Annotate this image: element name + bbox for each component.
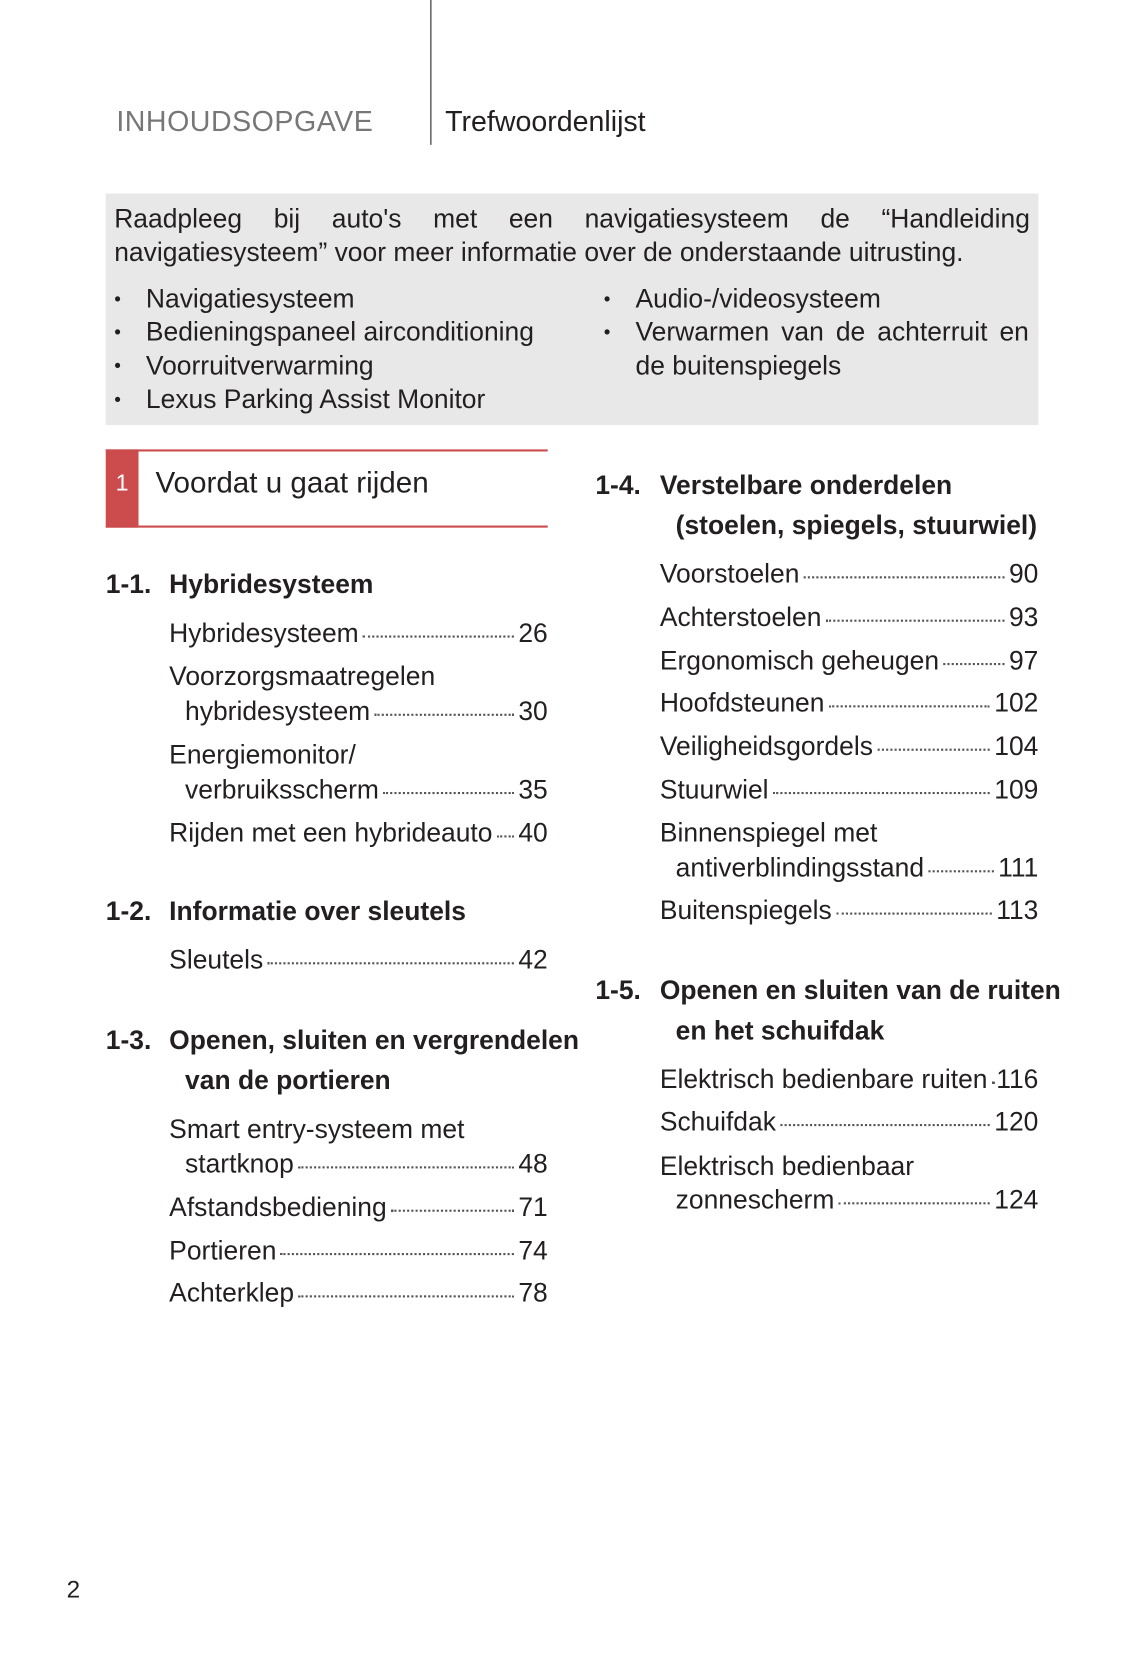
dot-leader bbox=[836, 913, 992, 915]
toc-entry-label[interactable]: Binnenspiegel met bbox=[659, 818, 878, 849]
toc-entry-label: Afstandsbediening bbox=[169, 1192, 387, 1223]
dot-leader bbox=[826, 620, 1005, 622]
note-bullet: • Verwarmen van de achterruit en de buitenspiegels bbox=[603, 317, 1029, 381]
dot-leader bbox=[383, 792, 514, 794]
toc-entry[interactable] bbox=[169, 619, 548, 650]
section-number: 1-4. bbox=[595, 470, 641, 501]
toc-entry-label: Rijden met een hybrideauto bbox=[169, 818, 493, 849]
toc-entry-page: 109 bbox=[994, 775, 1039, 805]
toc-entry-page: 30 bbox=[518, 696, 548, 727]
dot-leader bbox=[877, 749, 990, 751]
toc-entry-label[interactable]: Voorzorgsmaatregelen bbox=[169, 661, 436, 692]
section-number: 1-1. bbox=[105, 569, 152, 600]
chapter-title: Voordat u gaat rijden bbox=[155, 466, 429, 500]
toc-entry-label: Sleutels bbox=[169, 945, 264, 975]
toc-entry[interactable] bbox=[169, 1193, 548, 1224]
toc-entry-page: 102 bbox=[994, 688, 1039, 718]
toc-entry-label: Elektrisch bedienbare ruiten bbox=[659, 1064, 988, 1095]
section-title[interactable]: en het schuifdak bbox=[675, 1016, 885, 1046]
toc-entry[interactable] bbox=[660, 603, 1039, 634]
chapter-header bbox=[106, 449, 548, 527]
toc-entry-label: verbruiksscherm bbox=[185, 775, 379, 805]
toc-entry[interactable] bbox=[660, 1065, 1039, 1096]
toc-entry[interactable] bbox=[660, 896, 1039, 927]
note-text: Raadpleeg bij auto's met een navigatiesysteem de “Handleiding navigatiesysteem” voor meer informatie over de onderstaande uitrusting. bbox=[114, 204, 1030, 268]
dot-leader bbox=[267, 962, 514, 964]
toc-entry-label: Hoofdsteunen bbox=[659, 688, 825, 718]
tab-index[interactable]: Trefwoordenlijst bbox=[445, 105, 646, 138]
toc-entry-page: 113 bbox=[996, 895, 1039, 926]
section-title[interactable]: Openen en sluiten van de ruiten bbox=[659, 975, 1061, 1006]
toc-entry[interactable] bbox=[185, 775, 548, 806]
toc-entry-label: Achterstoelen bbox=[659, 602, 822, 633]
note-bullet: • Bedieningspaneel airconditioning bbox=[114, 317, 534, 347]
toc-entry-page: 40 bbox=[518, 818, 548, 849]
dot-leader bbox=[829, 705, 990, 707]
section-number: 1-3. bbox=[105, 1025, 152, 1056]
toc-entry-page: 90 bbox=[1008, 559, 1039, 589]
toc-entry-page: 35 bbox=[518, 775, 548, 805]
dot-leader bbox=[928, 870, 994, 872]
toc-entry-label: zonnescherm bbox=[675, 1185, 835, 1215]
toc-entry-label: Veiligheidsgordels bbox=[659, 731, 873, 762]
chapter-number: 1 bbox=[106, 449, 139, 527]
dot-leader bbox=[298, 1295, 514, 1297]
toc-entry[interactable] bbox=[660, 775, 1039, 806]
toc-entry-label: Portieren bbox=[169, 1236, 277, 1266]
toc-entry[interactable] bbox=[185, 1149, 548, 1180]
note-bullet: • Voorruitverwarming bbox=[114, 351, 374, 381]
section-title[interactable]: Hybridesysteem bbox=[169, 569, 374, 600]
toc-entry-label[interactable]: Smart entry-systeem met bbox=[169, 1114, 465, 1145]
toc-entry[interactable] bbox=[660, 688, 1039, 719]
header-divider bbox=[430, 0, 431, 145]
tab-contents[interactable]: INHOUDSOPGAVE bbox=[116, 105, 374, 138]
toc-entry[interactable] bbox=[660, 732, 1039, 763]
toc-entry[interactable] bbox=[169, 818, 548, 849]
section-number: 1-2. bbox=[105, 896, 152, 927]
toc-entry-label: Buitenspiegels bbox=[659, 895, 832, 926]
dot-leader bbox=[773, 792, 990, 794]
toc-entry[interactable] bbox=[169, 1278, 548, 1309]
toc-entry-page: 26 bbox=[518, 618, 548, 649]
toc-entry-page: 97 bbox=[1008, 646, 1039, 676]
dot-leader bbox=[943, 663, 1004, 665]
dot-leader bbox=[281, 1253, 514, 1255]
note-bullet: • Navigatiesysteem bbox=[114, 284, 355, 315]
dot-leader bbox=[298, 1166, 514, 1168]
toc-entry-label: Stuurwiel bbox=[659, 775, 769, 805]
note-bullet: • Lexus Parking Assist Monitor bbox=[114, 384, 486, 415]
toc-entry-page: 124 bbox=[994, 1185, 1039, 1215]
toc-entry-label: Schuifdak bbox=[659, 1107, 776, 1137]
dot-leader bbox=[363, 635, 514, 637]
toc-entry[interactable] bbox=[660, 1107, 1039, 1138]
navigation-note-box bbox=[106, 194, 1039, 426]
toc-entry[interactable] bbox=[169, 945, 548, 976]
toc-entry-page: 48 bbox=[518, 1149, 548, 1180]
dot-leader bbox=[839, 1202, 990, 1204]
toc-entry[interactable] bbox=[660, 559, 1039, 590]
section-title[interactable]: Informatie over sleutels bbox=[169, 896, 466, 927]
toc-entry[interactable] bbox=[185, 697, 548, 728]
section-number: 1-5. bbox=[595, 975, 641, 1006]
toc-entry-label: antiverblindingsstand bbox=[675, 853, 925, 883]
toc-entry-page: 93 bbox=[1008, 602, 1039, 633]
toc-entry-label[interactable]: Energiemonitor/ bbox=[169, 740, 356, 770]
toc-entry[interactable] bbox=[660, 646, 1039, 677]
dot-leader bbox=[391, 1210, 514, 1212]
toc-entry-label: hybridesysteem bbox=[185, 696, 371, 727]
toc-entry-page: 78 bbox=[518, 1278, 548, 1309]
toc-entry-page: 71 bbox=[518, 1192, 548, 1223]
dot-leader bbox=[374, 714, 514, 716]
note-bullet: • Audio-/videosysteem bbox=[603, 284, 881, 315]
toc-entry-page: 116 bbox=[996, 1064, 1039, 1095]
toc-entry-label: Achterklep bbox=[169, 1278, 295, 1309]
toc-entry-label[interactable]: Elektrisch bedienbaar bbox=[659, 1151, 915, 1182]
page-number: 2 bbox=[66, 1575, 81, 1604]
toc-entry-page: 111 bbox=[998, 853, 1039, 883]
toc-entry[interactable] bbox=[676, 853, 1039, 884]
toc-entry-page: 42 bbox=[518, 945, 548, 975]
toc-entry-page: 120 bbox=[994, 1107, 1039, 1137]
toc-entry-label: startknop bbox=[185, 1149, 294, 1180]
section-title[interactable]: Verstelbare onderdelen bbox=[659, 470, 953, 501]
dot-leader bbox=[780, 1124, 990, 1126]
toc-entry[interactable] bbox=[676, 1185, 1039, 1216]
section-title[interactable]: (stoelen, spiegels, stuurwiel) bbox=[675, 510, 1038, 541]
toc-entry-label: Hybridesysteem bbox=[169, 618, 359, 649]
dot-leader bbox=[804, 576, 1005, 578]
toc-entry[interactable] bbox=[169, 1236, 548, 1267]
toc-entry-label: Ergonomisch geheugen bbox=[659, 646, 940, 676]
toc-entry-label: Voorstoelen bbox=[659, 559, 800, 589]
toc-entry-page: 104 bbox=[994, 731, 1039, 762]
toc-entry-page: 74 bbox=[518, 1236, 548, 1266]
section-title[interactable]: van de portieren bbox=[185, 1065, 391, 1096]
dot-leader bbox=[497, 835, 514, 837]
section-title[interactable]: Openen, sluiten en vergrendelen bbox=[169, 1025, 580, 1056]
